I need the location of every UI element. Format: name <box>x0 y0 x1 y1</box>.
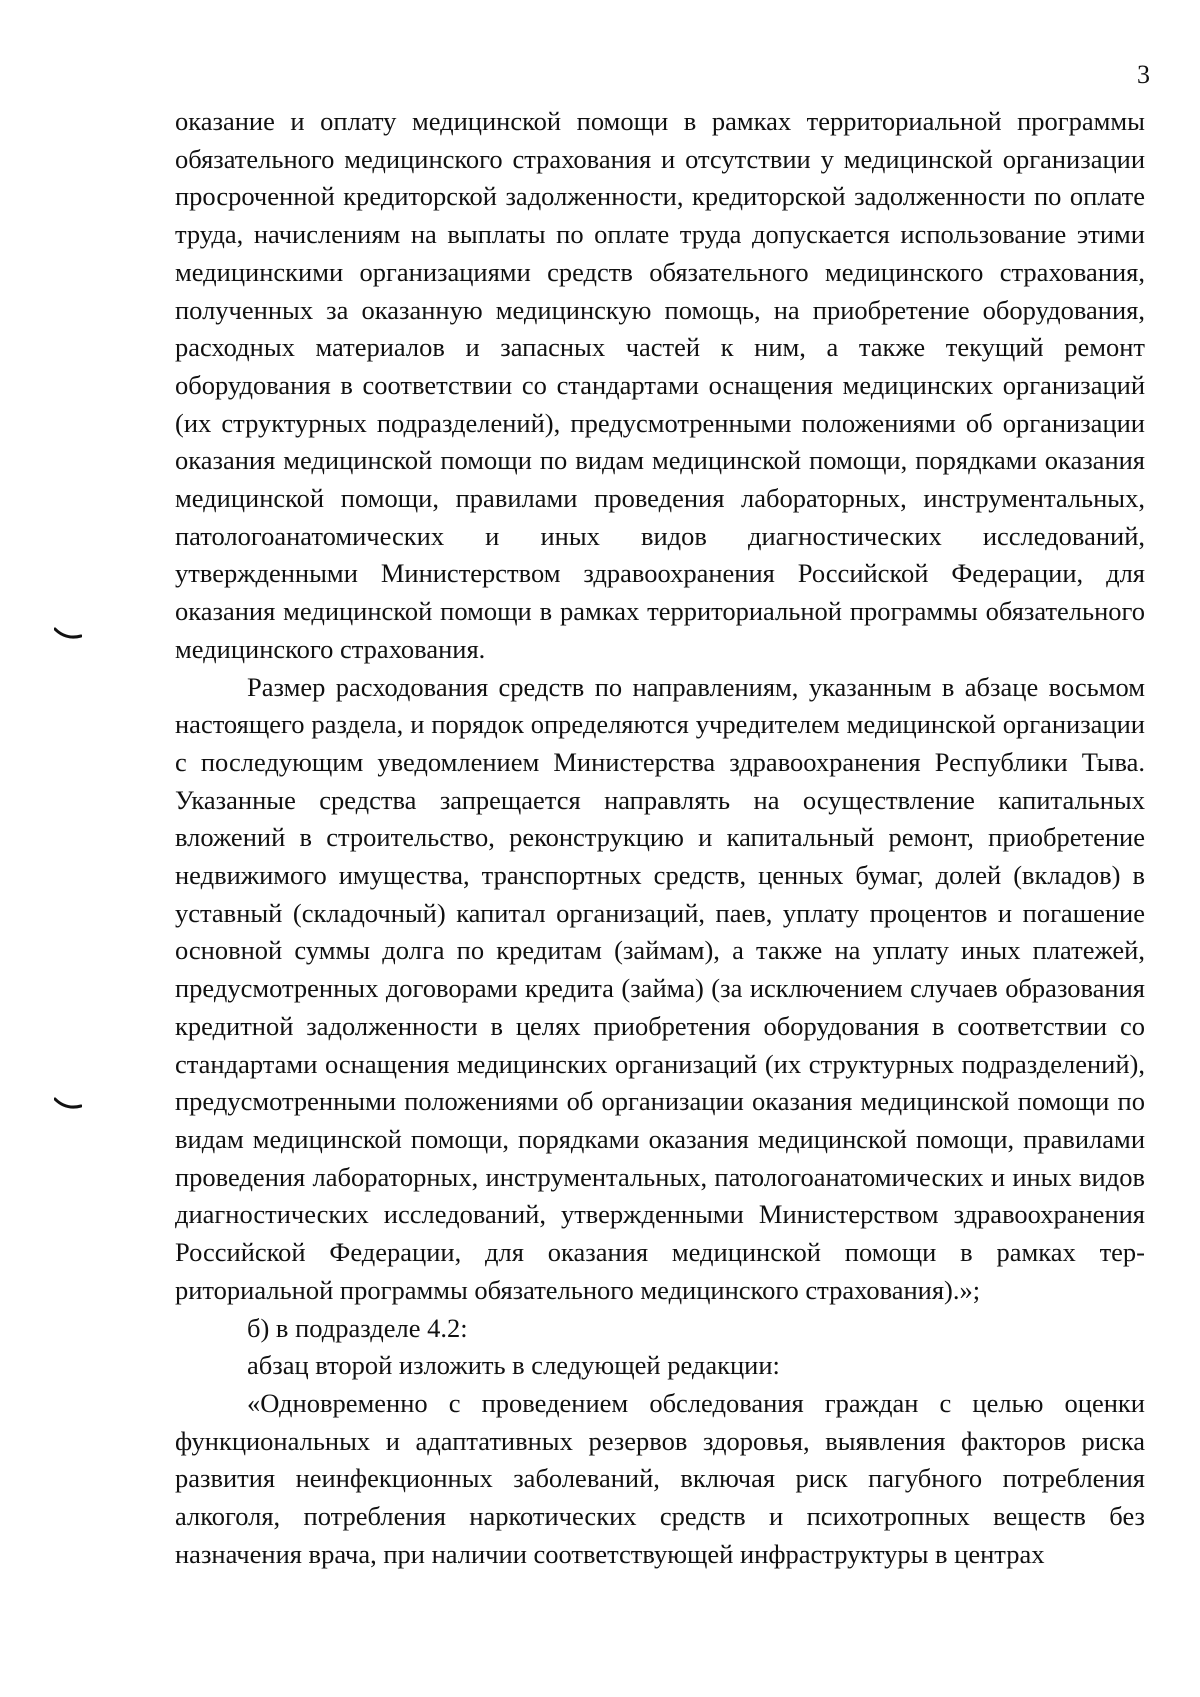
paragraph: оказание и оплату медицинской помощи в рамках территориальной программы обязательного медицинского страхования и отсутствии у медицинской организации просроченной кредиторской задолженности, кредиторской задолженности по оплате труда, начислениям на выплаты по оплате труда допускается использование этими медицинскими организациями средств обязательного медицинского страхования, полученных за оказанную медицинскую помощь, на приобретение оборудования, расходных материалов и запасных частей к ним, а также текущий ремонт оборудования в соответствии со стандартами оснащения медицинских организаций (их структурных подразделений), предусмотренными положениями об организации оказания медицинской помощи по видам медицинской помощи, порядками оказания медицинской помощи, правилами проведения лабораторных, инструментальных, патологоанатомических и иных видов диагностических исследований, утвержденными Министерством здравоохранения Российской Федерации, для оказания медицинской помощи в рамках территориальной программы обязательного медицинского страхования. <box>175 106 1145 664</box>
document-body <box>175 103 1145 1573</box>
margin-tick-mark <box>54 627 82 641</box>
paragraph: абзац второй изложить в следующей редакции: <box>247 1350 780 1381</box>
paragraph: б) в подразделе 4.2: <box>247 1312 468 1343</box>
margin-tick-mark <box>54 1097 82 1111</box>
paragraph: Размер расходования средств по направлениям, указанным в абзаце восьмом настоящего раздела, и порядок определяются учредителем медицинской организации с последующим уведомлением Министерства здравоохранения Республики Тыва. Указанные средства запрещается направлять на осуществление капитальных вложений в строительство, реконструкцию и капитальный ремонт, приобретение недвижимого имущества, транспортных средств, ценных бумаг, долей (вкладов) в уставный (складочный) капитал организаций, паев, уплату процентов и погашение основной суммы долга по кредитам (займам), а также на уплату иных платежей, предусмотренных договорами кредита (займа) (за исключением случаев образования кредитной задолженности в целях приобретения оборудования в соответствии со стандартами оснащения медицинских организаций (их структурных подразделений), предусмотренными положениями об организации оказания медицинской помощи по видам медицинской помощи, порядками оказания медицинской помощи, правилами проведения лабораторных, инструментальных, патологоанатомических и иных видов диагностических исследований, утвержденными Министерством здравоохранения Российской Федерации, для оказания медицинской помощи в рамках территориальной программы обязательного медицинского страхования).»; <box>175 671 1145 1305</box>
paragraph: «Одновременно с проведением обследования граждан с целью оценки функциональных и адаптативных резервов здоровья, выявления факторов риска развития неинфекционных заболеваний, включая риск пагубного потребления алкоголя, потребления наркотических средств и психотропных веществ без назначения врача, при наличии соответствующей инфраструктуры в центрах <box>175 1387 1145 1569</box>
page-number: 3 <box>1137 60 1150 89</box>
